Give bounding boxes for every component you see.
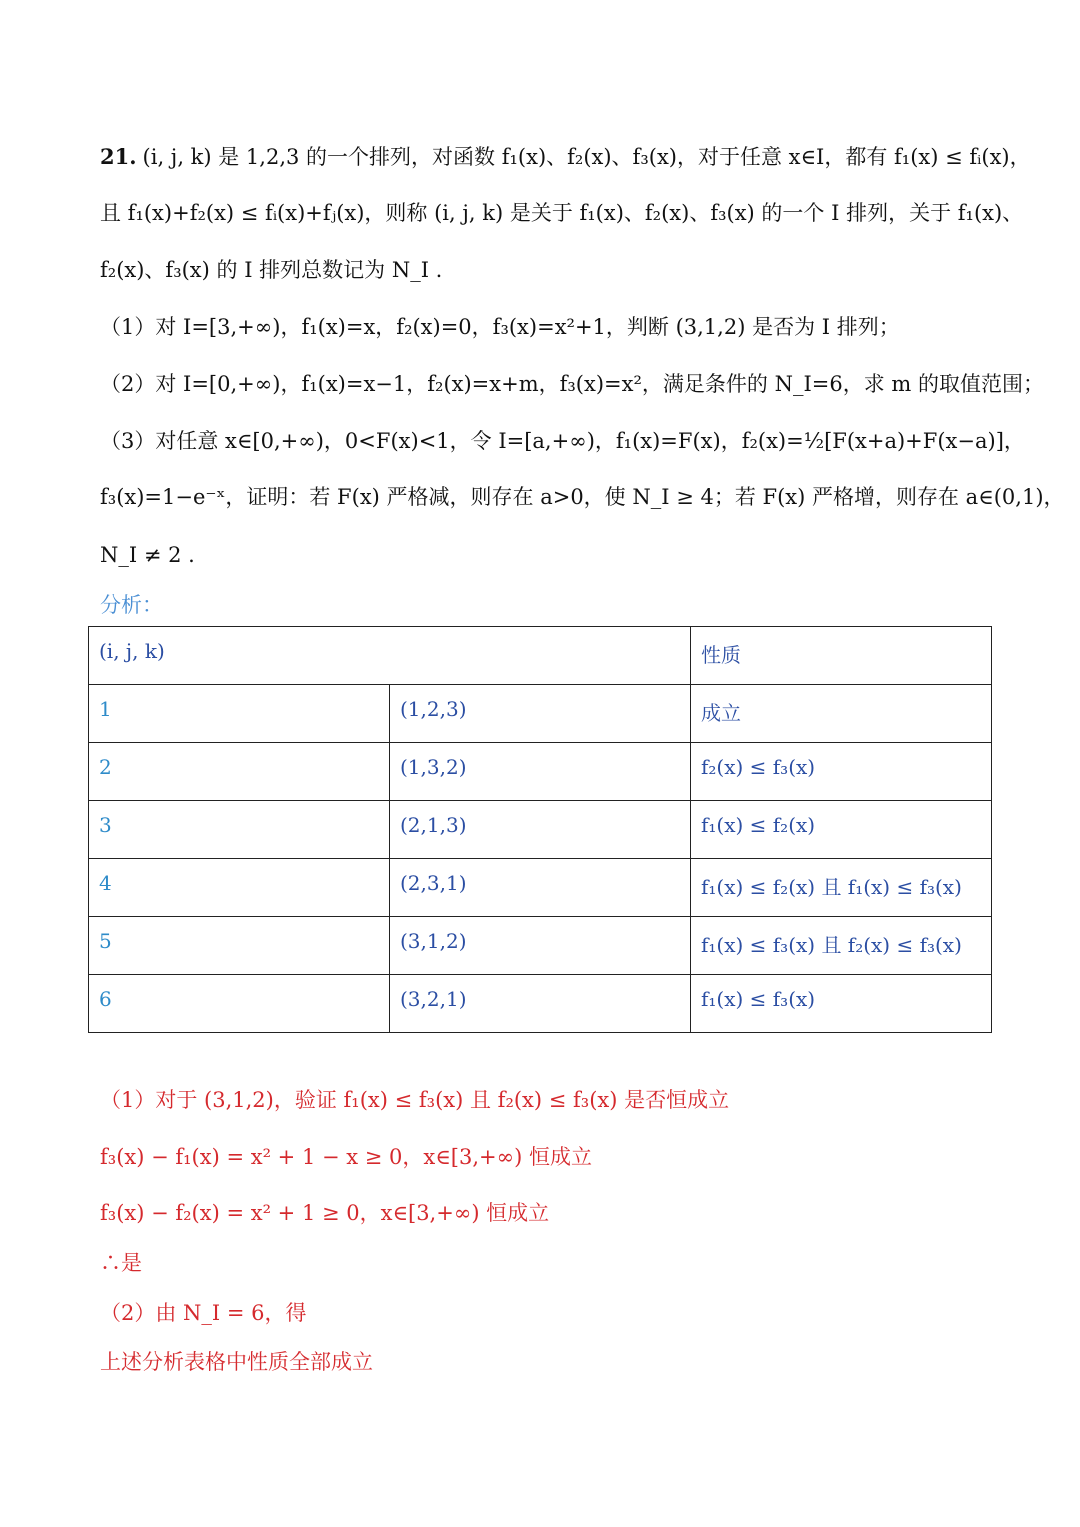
table-header-permutation: (i, j, k)	[89, 627, 691, 685]
row-index: 5	[89, 917, 390, 975]
table-row	[89, 859, 992, 917]
problem-line-2: 且 f₁(x)+f₂(x) ≤ fᵢ(x)+fⱼ(x)，则称 (i, j, k) 是关于 f₁(x)、f₂(x)、f₃(x) 的一个 I 排列，关于 f₁(x)、	[100, 201, 1024, 225]
row-index: 2	[89, 743, 390, 801]
problem-part-3c: N_I ≠ 2 .	[100, 543, 195, 567]
solution-line-6: 上述分析表格中性质全部成立	[100, 1350, 373, 1374]
solution-line-3: f₃(x) − f₂(x) = x² + 1 ≥ 0，x∈[3,+∞) 恒成立	[100, 1201, 550, 1225]
table-row	[89, 743, 992, 801]
row-permutation: (2,3,1)	[390, 859, 691, 917]
problem-part-3a: （3）对任意 x∈[0,+∞)，0<F(x)<1，令 I=[a,+∞)，f₁(x)=F(x)，f₂(x)=½[F(x+a)+F(x−a)]，	[100, 429, 1025, 453]
row-property: f₁(x) ≤ f₂(x) 且 f₁(x) ≤ f₃(x)	[691, 859, 992, 917]
row-property: 成立	[691, 685, 992, 743]
problem-part-1: （1）对 I=[3,+∞)，f₁(x)=x，f₂(x)=0，f₃(x)=x²+1，判断 (3,1,2) 是否为 I 排列；	[100, 315, 900, 339]
problem-text-1: (i, j, k) 是 1,2,3 的一个排列，对函数 f₁(x)、f₂(x)、f₃(x)，对于任意 x∈I，都有 f₁(x) ≤ fᵢ(x)，	[142, 145, 1031, 169]
table-header-property: 性质	[691, 627, 992, 685]
analysis-label: 分析：	[100, 593, 163, 617]
row-property: f₁(x) ≤ f₃(x) 且 f₂(x) ≤ f₃(x)	[691, 917, 992, 975]
row-permutation: (1,3,2)	[390, 743, 691, 801]
row-property: f₂(x) ≤ f₃(x)	[691, 743, 992, 801]
table-header-row	[89, 627, 992, 685]
analysis-table	[88, 626, 992, 1033]
row-property: f₁(x) ≤ f₃(x)	[691, 975, 992, 1033]
problem-line-3: f₂(x)、f₃(x) 的 I 排列总数记为 N_I .	[100, 258, 443, 282]
row-index: 4	[89, 859, 390, 917]
row-permutation: (1,2,3)	[390, 685, 691, 743]
row-index: 3	[89, 801, 390, 859]
row-index: 6	[89, 975, 390, 1033]
table-row	[89, 685, 992, 743]
solution-line-5: （2）由 N_I = 6，得	[100, 1301, 307, 1325]
solution-line-2: f₃(x) − f₁(x) = x² + 1 − x ≥ 0，x∈[3,+∞) 恒成立	[100, 1145, 592, 1169]
row-index: 1	[89, 685, 390, 743]
table-row	[89, 801, 992, 859]
problem-part-2: （2）对 I=[0,+∞)，f₁(x)=x−1，f₂(x)=x+m，f₃(x)=x²，满足条件的 N_I=6，求 m 的取值范围；	[100, 372, 1044, 396]
problem-part-3b: f₃(x)=1−e⁻ˣ，证明：若 F(x) 严格减，则存在 a>0，使 N_I ≥ 4；若 F(x) 严格增，则存在 a∈(0,1)，	[100, 485, 1065, 509]
problem-number: 21.	[100, 144, 137, 169]
solution-line-1: （1）对于 (3,1,2)，验证 f₁(x) ≤ f₃(x) 且 f₂(x) ≤ f₃(x) 是否恒成立	[100, 1088, 730, 1112]
row-permutation: (3,1,2)	[390, 917, 691, 975]
table-row	[89, 975, 992, 1033]
row-permutation: (2,1,3)	[390, 801, 691, 859]
row-permutation: (3,2,1)	[390, 975, 691, 1033]
table-row	[89, 917, 992, 975]
row-property: f₁(x) ≤ f₂(x)	[691, 801, 992, 859]
problem-line-1	[100, 142, 1031, 172]
solution-line-4: ∴是	[100, 1251, 142, 1275]
